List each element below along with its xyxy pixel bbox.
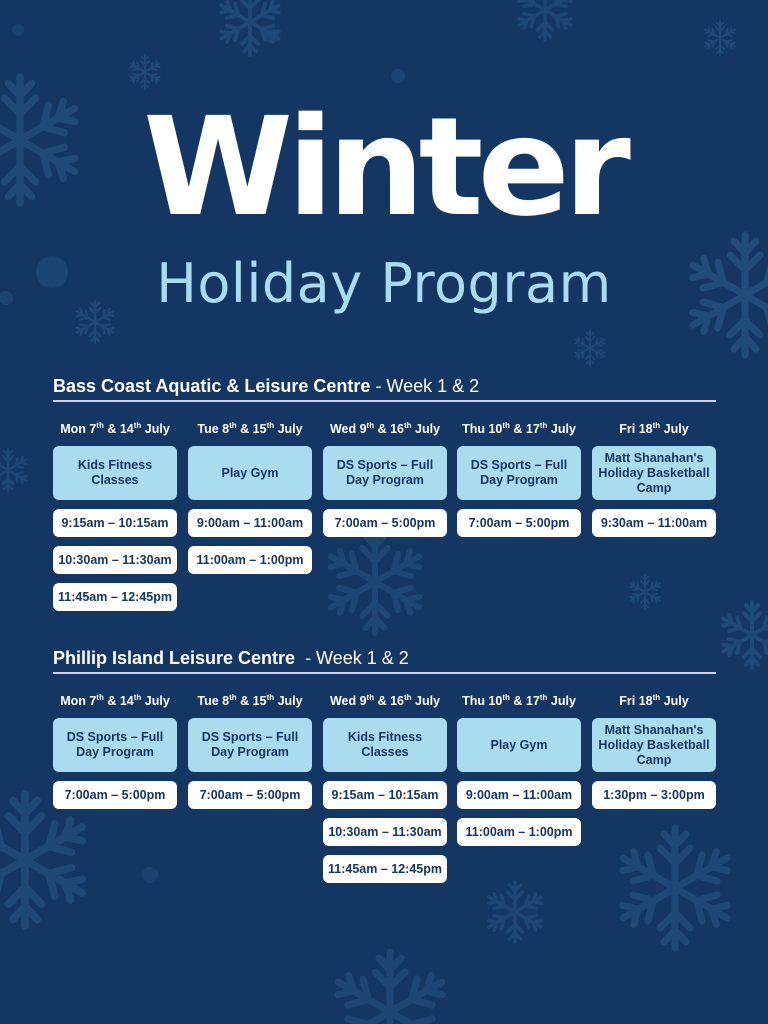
program-card: DS Sports – Full Day Program [188,718,312,772]
program-card: DS Sports – Full Day Program [53,718,177,772]
week-label: - Week 1 & 2 [295,648,409,668]
section-header [53,644,716,674]
snowflake-icon [0,449,29,491]
day-column [323,690,447,883]
day-label: Tue 8th & 15th July [197,693,303,708]
time-slot: 7:00am – 5:00pm [457,509,581,537]
program-card: DS Sports – Full Day Program [323,446,447,500]
day-column [457,418,581,537]
time-slot: 9:00am – 11:00am [457,781,581,809]
program-card: Play Gym [188,446,312,500]
section-header [53,372,716,402]
schedule-section-phillip-island [53,644,716,876]
day-label: Wed 9th & 16th July [329,693,441,708]
venue-name: Phillip Island Leisure Centre [53,648,296,668]
day-column [592,690,716,809]
program-card: Matt Shanahan's Holiday Basketball Camp [592,446,716,500]
day-label: Thu 10th & 17th July [462,421,576,436]
time-slot: 11:45am – 12:45pm [53,583,177,611]
time-slot: 1:30pm – 3:00pm [592,781,716,809]
snow-dot [142,867,158,883]
time-slot: 11:00am – 1:00pm [457,818,581,846]
time-slot: 9:30am – 11:00am [592,509,716,537]
snowflake-icon [217,0,282,55]
time-slot: 7:00am – 5:00pm [188,781,312,809]
page-title: Winter [143,89,625,247]
time-slot: 9:00am – 11:00am [188,509,312,537]
snow-dot [391,69,405,83]
program-card: DS Sports – Full Day Program [457,446,581,500]
snowflake-icon [573,331,606,365]
day-label: Mon 7th & 14th July [60,421,170,436]
day-label: Thu 10th & 17th July [462,693,576,708]
time-slot: 10:30am – 11:30am [53,546,177,574]
day-column [53,690,177,809]
venue-name: Bass Coast Aquatic & Leisure Centre [53,376,371,396]
snow-dot [12,24,24,36]
program-card: Kids Fitness Classes [53,446,177,500]
snowflake-icon [703,21,736,55]
day-column [457,690,581,846]
time-slot: 7:00am – 5:00pm [53,781,177,809]
time-slot: 10:30am – 11:30am [323,818,447,846]
day-column [592,418,716,537]
snowflake-icon [719,602,768,668]
snowflake-icon [515,0,574,40]
day-column [323,418,447,537]
snowflake-icon [0,794,90,926]
snowflake-icon [128,55,161,89]
snow-dot [265,29,279,43]
day-label: Fri 18th July [619,693,689,708]
week-label: - Week 1 & 2 [370,376,480,396]
snowflake-icon [628,575,661,609]
time-slot: 7:00am – 5:00pm [323,509,447,537]
time-slot: 11:00am – 1:00pm [188,546,312,574]
program-card: Matt Shanahan's Holiday Basketball Camp [592,718,716,772]
snowflake-icon [485,882,544,942]
day-column [188,690,312,809]
page-subtitle: Holiday Program [156,252,612,315]
snowflake-icon [616,828,735,948]
time-slot: 9:15am – 10:15am [53,509,177,537]
day-label: Fri 18th July [619,421,689,436]
program-card: Play Gym [457,718,581,772]
day-label: Mon 7th & 14th July [60,693,170,708]
time-slot: 11:45am – 12:45pm [323,855,447,883]
day-column [188,418,312,574]
schedule-section-bass-coast [53,372,716,604]
day-column [53,418,177,611]
program-card: Kids Fitness Classes [323,718,447,772]
snowflake-icon [331,952,450,1024]
snowflake-icon [324,531,425,633]
time-slot: 9:15am – 10:15am [323,781,447,809]
day-label: Wed 9th & 16th July [329,421,441,436]
day-label: Tue 8th & 15th July [197,421,303,436]
